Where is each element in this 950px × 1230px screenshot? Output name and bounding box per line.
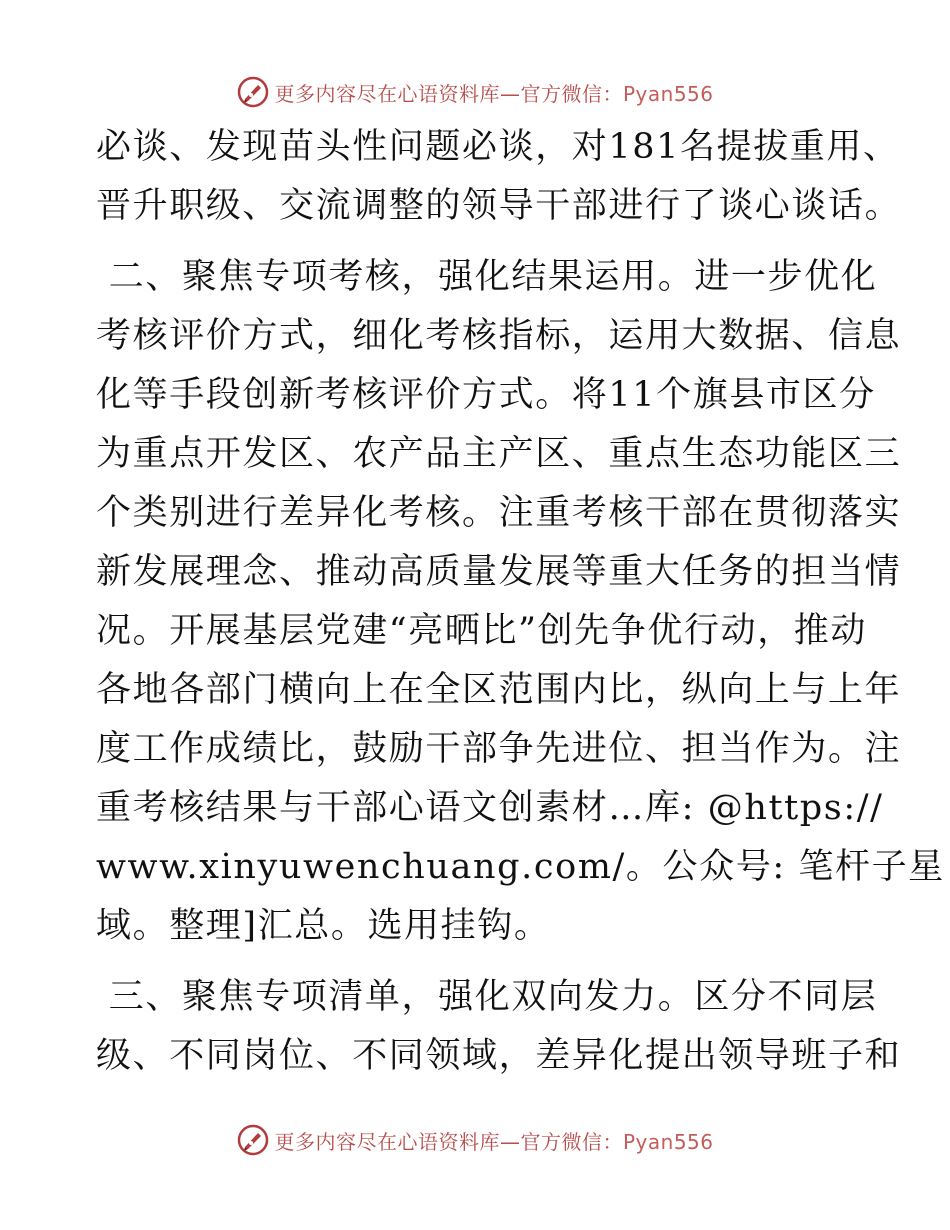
text-line: 度工作成绩比，鼓励干部争先进位、担当作为。注: [96, 729, 902, 769]
text-line: 况。开展基层党建“亮晒比”创先争优行动，推动: [96, 611, 867, 651]
text-line: 域。整理]汇总。选用挂钩。: [96, 906, 551, 946]
watermark-wechat-label: 官方微信：: [520, 1129, 623, 1154]
paragraph-3: [96, 968, 902, 1086]
text-line: 重考核结果与干部心语文创素材…库: @https://: [96, 788, 884, 828]
text-line: 考核评价方式，细化考核指标，运用大数据、信息: [96, 316, 902, 356]
watermark-wechat-id: Pyan556: [622, 81, 714, 106]
text-line: 晋升职级、交流调整的领导干部进行了谈心谈话。: [96, 186, 902, 226]
text-line: 各地各部门横向上在全区范围内比，纵向上与上年: [96, 670, 902, 710]
watermark-dash: —: [499, 1129, 521, 1154]
text-line: 化等手段创新考核评价方式。将11个旗县市区分: [96, 375, 876, 415]
section-heading-line: 三、聚焦专项清单，强化双向发力。区分不同层: [96, 977, 878, 1017]
watermark-wechat-id: Pyan556: [622, 1129, 714, 1154]
watermark-wechat-label: 官方微信：: [520, 81, 623, 106]
text-line: 新发展理念、推动高质量发展等重大任务的担当情: [96, 552, 902, 592]
watermark-site-text: 更多内容尽在心语资料库: [274, 81, 500, 106]
paragraph-1: [96, 118, 902, 236]
section-heading-line: 二、聚焦专项考核，强化结果运用。进一步优化: [96, 257, 878, 297]
text-line: 个类别进行差异化考核。注重考核干部在贯彻落实: [96, 493, 902, 533]
paragraph-2: [96, 248, 945, 956]
text-line: www.xinyuwenchuang.com/。公众号: 笔杆子星: [96, 847, 945, 887]
footer-watermark: [0, 1120, 950, 1160]
watermark-site-text: 更多内容尽在心语资料库: [274, 1129, 500, 1154]
pen-logo-icon: [236, 1123, 270, 1157]
pen-logo-icon: [236, 75, 270, 109]
text-line: 级、不同岗位、不同领域，差异化提出领导班子和: [96, 1036, 902, 1076]
text-line: 为重点开发区、农产品主产区、重点生态功能区三: [96, 434, 902, 474]
text-line: 必谈、发现苗头性问题必谈，对181名提拔重用、: [96, 127, 900, 167]
watermark-dash: —: [499, 81, 521, 106]
header-watermark: [0, 72, 950, 112]
document-body: [96, 118, 945, 1086]
